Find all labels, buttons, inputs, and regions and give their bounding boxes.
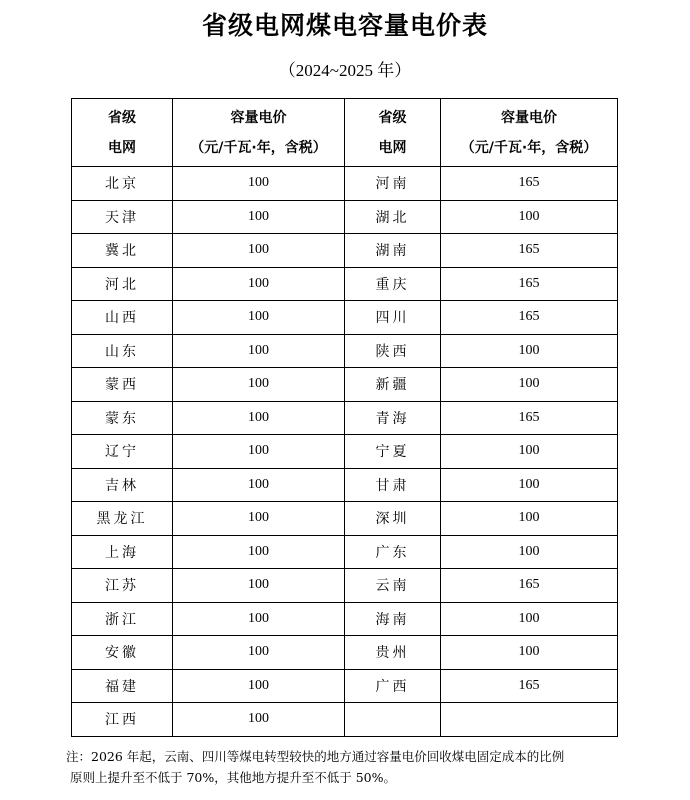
- price-cell: 100: [173, 234, 345, 268]
- price-cell: 165: [441, 167, 618, 201]
- header-price-line2: （元/千瓦·年，含税）: [460, 139, 598, 156]
- province-cell: 海南: [345, 602, 441, 636]
- province-cell: 蒙西: [72, 368, 173, 402]
- province-cell: 辽宁: [72, 435, 173, 469]
- price-cell: 100: [173, 368, 345, 402]
- footnote: [66, 746, 630, 788]
- price-cell: 100: [441, 334, 618, 368]
- header-price-right: [441, 99, 618, 167]
- table-row: [72, 502, 618, 536]
- table-row: [72, 267, 618, 301]
- page-subtitle: （2024~2025 年）: [278, 61, 412, 80]
- header-grid-line2: 电网: [108, 139, 136, 156]
- price-cell: 100: [441, 435, 618, 469]
- province-cell: 河北: [72, 267, 173, 301]
- price-cell: 100: [441, 468, 618, 502]
- province-cell: 广东: [345, 535, 441, 569]
- price-cell: 100: [173, 535, 345, 569]
- province-cell: 山东: [72, 334, 173, 368]
- province-cell: 上海: [72, 535, 173, 569]
- table-row: [72, 301, 618, 335]
- header-price-line1: 容量电价: [230, 109, 287, 126]
- table-row: [72, 636, 618, 670]
- price-cell: 165: [441, 301, 618, 335]
- price-cell: 165: [441, 669, 618, 703]
- province-cell: 天津: [72, 200, 173, 234]
- price-cell: 100: [173, 669, 345, 703]
- table-body: [72, 167, 618, 737]
- province-cell: 冀北: [72, 234, 173, 268]
- table-row: [72, 602, 618, 636]
- header-grid-line2: 电网: [378, 139, 407, 156]
- province-cell: 青海: [345, 401, 441, 435]
- price-cell: 100: [173, 401, 345, 435]
- province-cell: 湖北: [345, 200, 441, 234]
- province-cell: 云南: [345, 569, 441, 603]
- province-cell: 重庆: [345, 267, 441, 301]
- table-header-row: [72, 99, 618, 167]
- province-cell: 广西: [345, 669, 441, 703]
- price-cell: 100: [173, 636, 345, 670]
- table-row: [72, 435, 618, 469]
- price-cell: 100: [173, 435, 345, 469]
- price-cell: 100: [441, 535, 618, 569]
- header-grid-line1: 省级: [108, 109, 136, 126]
- province-cell: 四川: [345, 301, 441, 335]
- price-cell: 100: [441, 502, 618, 536]
- province-cell: 安徽: [72, 636, 173, 670]
- table-row: [72, 401, 618, 435]
- table-row: [72, 167, 618, 201]
- table-row: [72, 569, 618, 603]
- province-cell: 贵州: [345, 636, 441, 670]
- province-cell: 陕西: [345, 334, 441, 368]
- province-cell: 黑龙江: [72, 502, 173, 536]
- table-row: [72, 200, 618, 234]
- header-grid-right: [345, 99, 441, 167]
- price-cell: 165: [441, 267, 618, 301]
- table-row: [72, 703, 618, 737]
- table-row: [72, 334, 618, 368]
- province-cell: 甘肃: [345, 468, 441, 502]
- price-cell: 100: [173, 502, 345, 536]
- province-cell: 蒙东: [72, 401, 173, 435]
- page-title: 省级电网煤电容量电价表: [201, 11, 488, 40]
- province-cell: 宁夏: [345, 435, 441, 469]
- footnote-line2: 原则上提升至不低于 70%，其他地方提升至不低于 50%。: [70, 770, 397, 785]
- price-cell: [441, 703, 618, 737]
- province-cell: [345, 703, 441, 737]
- province-cell: 深圳: [345, 502, 441, 536]
- header-price-line1: 容量电价: [501, 109, 557, 126]
- province-cell: 河南: [345, 167, 441, 201]
- province-cell: 浙江: [72, 602, 173, 636]
- price-cell: 100: [441, 368, 618, 402]
- table-row: [72, 234, 618, 268]
- price-cell: 100: [173, 267, 345, 301]
- table-row: [72, 669, 618, 703]
- header-grid-line1: 省级: [378, 109, 407, 126]
- price-cell: 100: [441, 636, 618, 670]
- price-cell: 100: [173, 301, 345, 335]
- footnote-line1: 注：2026 年起，云南、四川等煤电转型较快的地方通过容量电价回收煤电固定成本的比例: [66, 749, 565, 764]
- price-cell: 100: [173, 569, 345, 603]
- table-row: [72, 535, 618, 569]
- province-cell: 新疆: [345, 368, 441, 402]
- table-row: [72, 368, 618, 402]
- table-row: [72, 468, 618, 502]
- price-cell: 100: [173, 167, 345, 201]
- province-cell: 福建: [72, 669, 173, 703]
- price-cell: 165: [441, 569, 618, 603]
- price-cell: 100: [173, 200, 345, 234]
- header-price-left: [173, 99, 345, 167]
- province-cell: 湖南: [345, 234, 441, 268]
- price-cell: 100: [173, 468, 345, 502]
- province-cell: 江苏: [72, 569, 173, 603]
- price-cell: 100: [173, 602, 345, 636]
- province-cell: 江西: [72, 703, 173, 737]
- price-cell: 165: [441, 234, 618, 268]
- province-cell: 山西: [72, 301, 173, 335]
- price-cell: 100: [173, 703, 345, 737]
- price-cell: 100: [441, 602, 618, 636]
- header-grid-left: [72, 99, 173, 167]
- price-cell: 100: [441, 200, 618, 234]
- province-cell: 吉林: [72, 468, 173, 502]
- province-cell: 北京: [72, 167, 173, 201]
- price-cell: 100: [173, 334, 345, 368]
- header-price-line2: （元/千瓦·年，含税）: [190, 139, 327, 156]
- price-cell: 165: [441, 401, 618, 435]
- capacity-price-table: [71, 98, 618, 737]
